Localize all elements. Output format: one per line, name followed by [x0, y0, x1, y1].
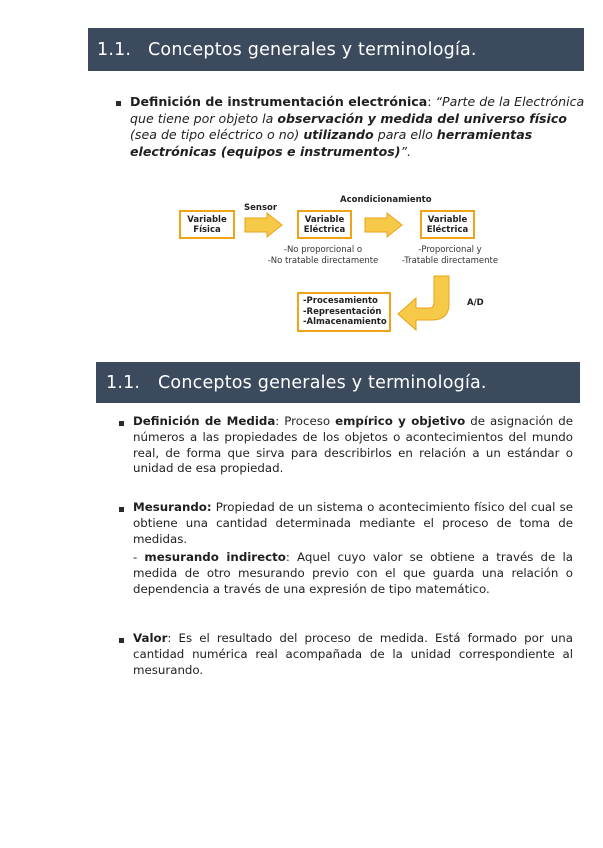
text: : Aquel cuyo valor se obtiene a través de la medida de otro mesurando previo con el que guarda una relación o dependencia a través de una expresión de tipo matemático. [133, 550, 573, 596]
term: Definición de Medida [133, 414, 276, 428]
section-title: Conceptos generales y terminología. [158, 372, 487, 393]
definition-paragraph [130, 94, 592, 160]
bullet-icon [119, 638, 124, 643]
mesurando-paragraph [133, 500, 573, 547]
note-line: -Proporcional y [418, 245, 482, 255]
arrow-right-icon [245, 213, 283, 237]
label-sensor: Sensor [244, 203, 278, 213]
arrow-right-icon [365, 213, 403, 237]
curved-arrow-icon [394, 274, 456, 334]
medida-paragraph [133, 414, 573, 477]
quote-text: para ello [373, 127, 437, 142]
box-line: Eléctrica [303, 224, 346, 235]
quote-bold: herramientas electrónicas (equipos e instrumentos) [130, 127, 533, 159]
box-line: Física [193, 224, 221, 235]
label-acondicionamiento: Acondicionamiento [340, 195, 432, 205]
term: Mesurando: [133, 500, 212, 514]
section-title: Conceptos generales y terminología. [148, 39, 477, 60]
note-line: -Tratable directamente [401, 255, 499, 266]
box-variable-electrica-1 [297, 210, 352, 239]
text: Propiedad de un sistema o acontecimiento físico del cual se obtiene una cantidad determinada mediante el proceso de toma de medidas. [133, 500, 573, 546]
box-variable-electrica-2 [420, 210, 475, 239]
text: de asignación de números a las propiedades de los objetos o acontecimientos del mundo real, de forma que sirva para describirlos en relación a un estándar o unidad de esa propiedad. [133, 414, 574, 476]
quote-bold: observación y medida del universo físico [277, 110, 567, 126]
term: Valor [133, 631, 168, 645]
note-line: -No proporcional o [283, 245, 363, 255]
quote-bold: utilizando [303, 127, 374, 142]
section-header [96, 362, 580, 403]
term: mesurando indirecto [144, 550, 286, 564]
indirecto-paragraph [133, 550, 573, 597]
bullet-icon [116, 101, 121, 106]
label-ad: A/D [467, 298, 484, 308]
box-procesamiento [297, 292, 391, 332]
note-line: -No tratable directamente [267, 255, 379, 266]
box-line: Variable [427, 214, 468, 225]
note-proporcional [394, 245, 506, 266]
bullet-icon [119, 421, 124, 426]
note-no-proporcional [258, 245, 388, 266]
quote-text: “Parte de la Electrónica que tiene por objeto la [130, 94, 585, 126]
text: : Proceso [275, 414, 336, 428]
box-line: Variable [187, 214, 227, 225]
definition-term: Definición de instrumentación electrónica [130, 94, 428, 109]
section-number: 1.1. [97, 39, 132, 60]
dash: - [133, 550, 145, 564]
section-number: 1.1. [106, 372, 141, 393]
valor-paragraph [133, 631, 573, 678]
quote-text: (sea de tipo eléctrico o no) [130, 127, 304, 142]
box-variable-fisica [179, 210, 235, 239]
box-line: -Almacenamiento [303, 317, 387, 328]
text: : Es el resultado del proceso de medida. Está formado por una cantidad numérica real acompañada de la unidad correspondiente al mesurando. [133, 631, 573, 677]
bold-text: empírico y objetivo [335, 414, 466, 428]
section-header [88, 28, 584, 71]
bullet-icon [119, 507, 124, 512]
box-line: -Procesamiento [303, 296, 378, 307]
colon: : [427, 94, 432, 109]
box-line: -Representación [303, 306, 382, 317]
quote-text: ”. [400, 143, 412, 159]
box-line: Variable [304, 214, 345, 225]
box-line: Eléctrica [426, 224, 469, 235]
